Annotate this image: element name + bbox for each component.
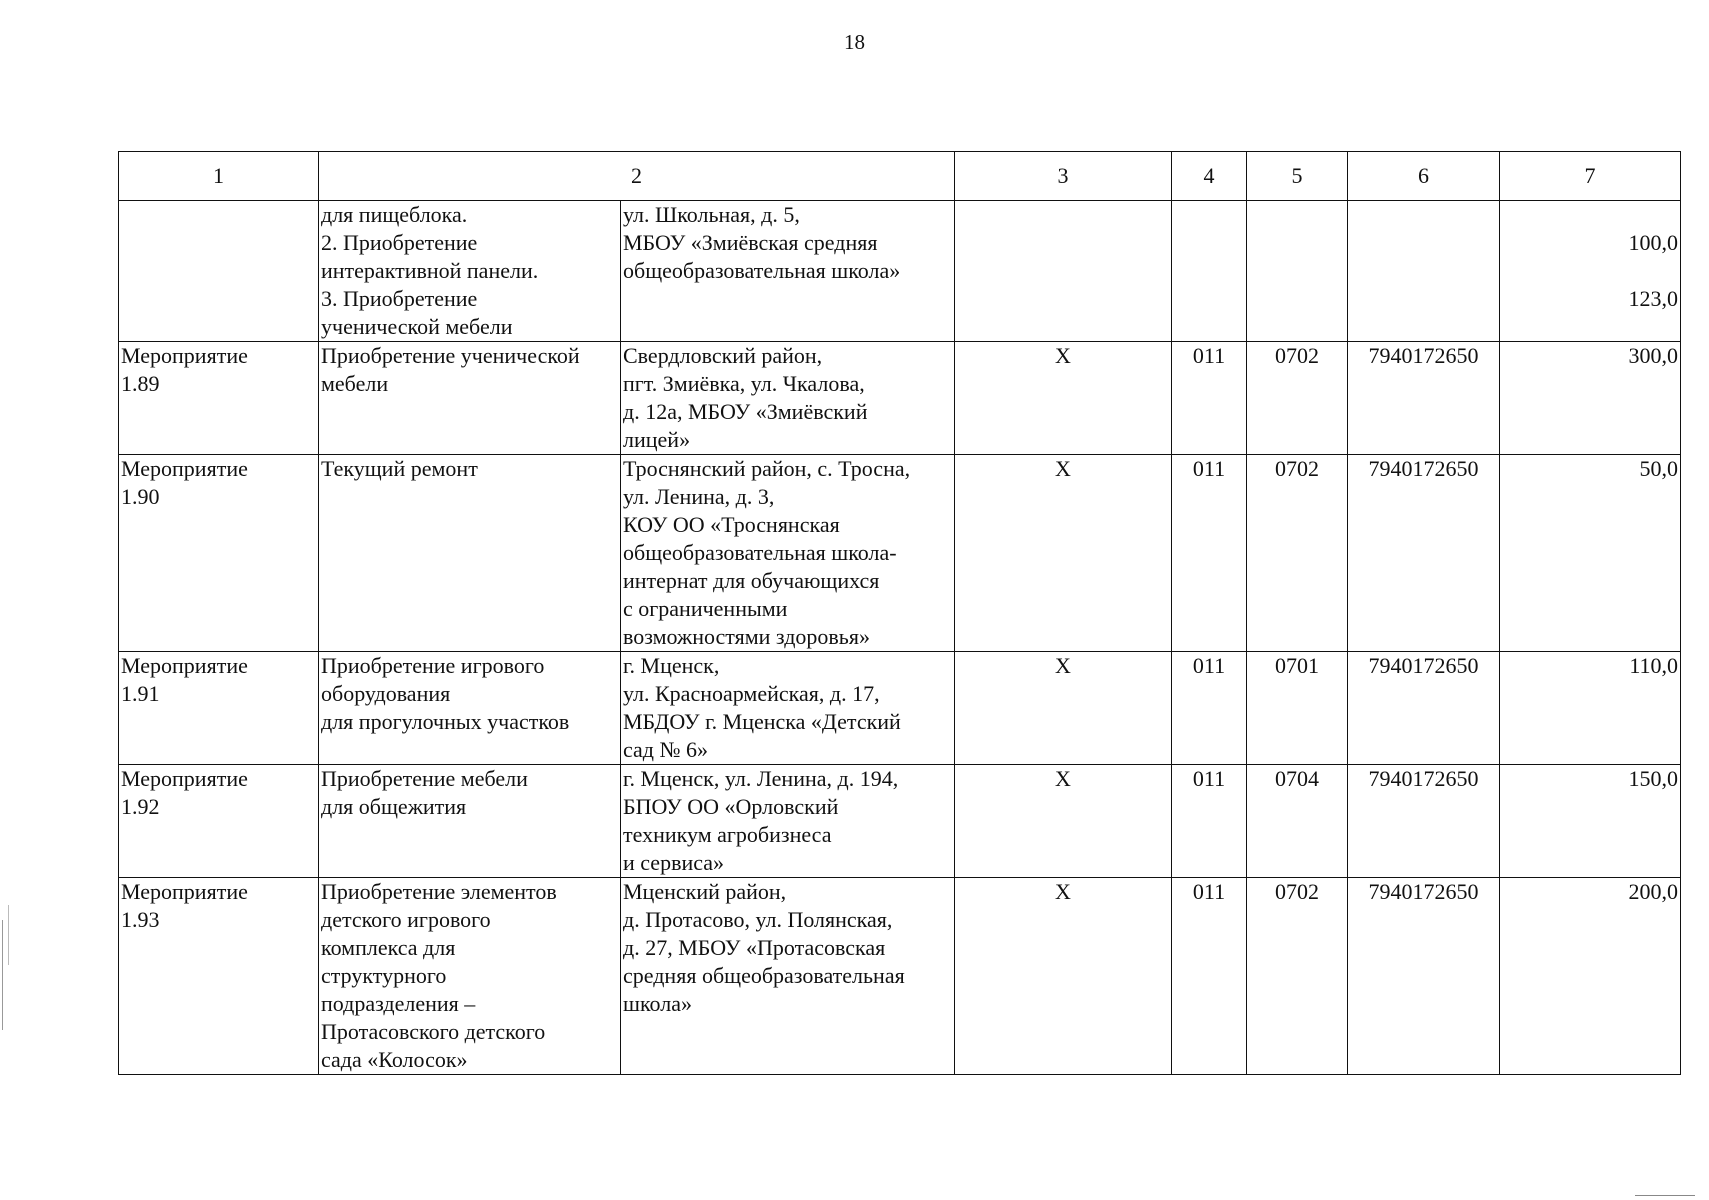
table-row-continuation: [119, 201, 1681, 342]
address-line: д. 27, МБОУ «Протасовская: [623, 935, 886, 960]
col5-cell: [1247, 201, 1348, 342]
header-row: [119, 152, 1681, 201]
event-number: 1.92: [121, 794, 160, 819]
activity-line: Приобретение элементов: [321, 879, 557, 904]
amount-value: 100,0: [1628, 230, 1678, 255]
address-cell: [621, 342, 955, 455]
col-header-7: 7: [1500, 152, 1681, 201]
address-line: возможностями здоровья»: [623, 624, 870, 649]
col5-cell: 0701: [1247, 652, 1348, 765]
address-line: средняя общеобразовательная: [623, 963, 905, 988]
amount-cell: 150,0: [1500, 765, 1681, 878]
col4-cell: 011: [1172, 455, 1247, 652]
amount-cell: 300,0: [1500, 342, 1681, 455]
address-line: КОУ ОО «Троснянская: [623, 512, 840, 537]
address-line: с ограниченными: [623, 596, 788, 621]
col3-cell: [955, 201, 1172, 342]
activity-line: для общежития: [321, 794, 467, 819]
activity-line: Приобретение ученической: [321, 343, 580, 368]
activity-line: 3. Приобретение: [321, 286, 478, 311]
event-number: 1.90: [121, 484, 160, 509]
amount-cell: 200,0: [1500, 878, 1681, 1075]
activity-line: для пищеблока.: [321, 202, 468, 227]
col4-cell: 011: [1172, 342, 1247, 455]
activity-cell: [319, 342, 621, 455]
event-cell: [119, 878, 319, 1075]
address-cell: [621, 455, 955, 652]
table-row: [119, 455, 1681, 652]
event-number: 1.91: [121, 681, 160, 706]
amount-value: 123,0: [1628, 286, 1678, 311]
event-label: Мероприятие: [121, 343, 248, 368]
activity-line: интерактивной панели.: [321, 258, 539, 283]
col-header-5: 5: [1247, 152, 1348, 201]
event-number: 1.93: [121, 907, 160, 932]
scan-mark: [2, 920, 3, 1030]
address-cell: [621, 878, 955, 1075]
activity-line: сада «Колосок»: [321, 1047, 468, 1072]
address-line: Свердловский район,: [623, 343, 823, 368]
event-cell: [119, 201, 319, 342]
address-line: г. Мценск, ул. Ленина, д. 194,: [623, 766, 899, 791]
col3-cell: Х: [955, 455, 1172, 652]
activity-line: мебели: [321, 371, 389, 396]
address-line: БПОУ ОО «Орловский: [623, 794, 839, 819]
address-line: д. 12а, МБОУ «Змиёвский: [623, 399, 868, 424]
col4-cell: 011: [1172, 652, 1247, 765]
activity-line: структурного: [321, 963, 447, 988]
col5-cell: 0702: [1247, 455, 1348, 652]
address-line: ул. Школьная, д. 5,: [623, 202, 800, 227]
address-line: МБДОУ г. Мценска «Детский: [623, 709, 901, 734]
address-line: общеобразовательная школа-: [623, 540, 897, 565]
activity-line: оборудования: [321, 681, 451, 706]
table-row: [119, 878, 1681, 1075]
col-header-2: 2: [319, 152, 955, 201]
col3-cell: Х: [955, 878, 1172, 1075]
event-cell: [119, 455, 319, 652]
address-line: д. Протасово, ул. Полянская,: [623, 907, 893, 932]
address-line: ул. Красноармейская, д. 17,: [623, 681, 880, 706]
address-cell: [621, 201, 955, 342]
amount-cell: 50,0: [1500, 455, 1681, 652]
activity-line: Приобретение мебели: [321, 766, 528, 791]
activity-line: детского игрового: [321, 907, 491, 932]
address-line: г. Мценск,: [623, 653, 720, 678]
page-number: 18: [844, 30, 865, 54]
address-line: и сервиса»: [623, 850, 725, 875]
activity-cell: [319, 765, 621, 878]
event-cell: [119, 342, 319, 455]
col6-cell: 7940172650: [1348, 455, 1500, 652]
address-cell: [621, 652, 955, 765]
scan-mark: [1635, 1195, 1695, 1196]
col5-cell: 0704: [1247, 765, 1348, 878]
activity-cell: [319, 455, 621, 652]
address-line: Троснянский район, с. Тросна,: [623, 456, 911, 481]
col-header-4: 4: [1172, 152, 1247, 201]
amount-cell: 110,0: [1500, 652, 1681, 765]
event-label: Мероприятие: [121, 653, 248, 678]
address-cell: [621, 765, 955, 878]
activity-line: 2. Приобретение: [321, 230, 478, 255]
event-label: Мероприятие: [121, 879, 248, 904]
col6-cell: 7940172650: [1348, 652, 1500, 765]
col6-cell: 7940172650: [1348, 342, 1500, 455]
address-line: техникум агробизнеса: [623, 822, 832, 847]
address-line: лицей»: [623, 427, 691, 452]
activity-cell: [319, 878, 621, 1075]
col5-cell: 0702: [1247, 342, 1348, 455]
activity-cell: [319, 652, 621, 765]
col-header-6: 6: [1348, 152, 1500, 201]
col4-cell: 011: [1172, 765, 1247, 878]
activity-line: Текущий ремонт: [321, 456, 478, 481]
table-row: [119, 652, 1681, 765]
address-line: интернат для обучающихся: [623, 568, 880, 593]
address-line: ул. Ленина, д. 3,: [623, 484, 775, 509]
col5-cell: 0702: [1247, 878, 1348, 1075]
col3-cell: Х: [955, 765, 1172, 878]
activities-table: [118, 151, 1681, 1075]
col3-cell: Х: [955, 652, 1172, 765]
table-row: [119, 765, 1681, 878]
event-cell: [119, 765, 319, 878]
event-number: 1.89: [121, 371, 160, 396]
address-line: сад № 6»: [623, 737, 708, 762]
col4-cell: 011: [1172, 878, 1247, 1075]
col-header-1: 1: [119, 152, 319, 201]
activity-line: Протасовского детского: [321, 1019, 546, 1044]
col-header-3: 3: [955, 152, 1172, 201]
activity-line: Приобретение игрового: [321, 653, 545, 678]
event-label: Мероприятие: [121, 766, 248, 791]
col3-cell: Х: [955, 342, 1172, 455]
col6-cell: 7940172650: [1348, 765, 1500, 878]
address-line: пгт. Змиёвка, ул. Чкалова,: [623, 371, 865, 396]
col4-cell: [1172, 201, 1247, 342]
activity-cell: [319, 201, 621, 342]
scan-mark: [8, 905, 9, 965]
activity-line: для прогулочных участков: [321, 709, 570, 734]
event-label: Мероприятие: [121, 456, 248, 481]
activity-line: комплекса для: [321, 935, 456, 960]
col6-cell: 7940172650: [1348, 878, 1500, 1075]
event-cell: [119, 652, 319, 765]
activity-line: ученической мебели: [321, 314, 513, 339]
address-line: школа»: [623, 991, 692, 1016]
table-row: [119, 342, 1681, 455]
amount-cell: [1500, 201, 1681, 342]
address-line: МБОУ «Змиёвская средняя: [623, 230, 878, 255]
activity-line: подразделения –: [321, 991, 476, 1016]
col6-cell: [1348, 201, 1500, 342]
address-line: Мценский район,: [623, 879, 787, 904]
address-line: общеобразовательная школа»: [623, 258, 901, 283]
